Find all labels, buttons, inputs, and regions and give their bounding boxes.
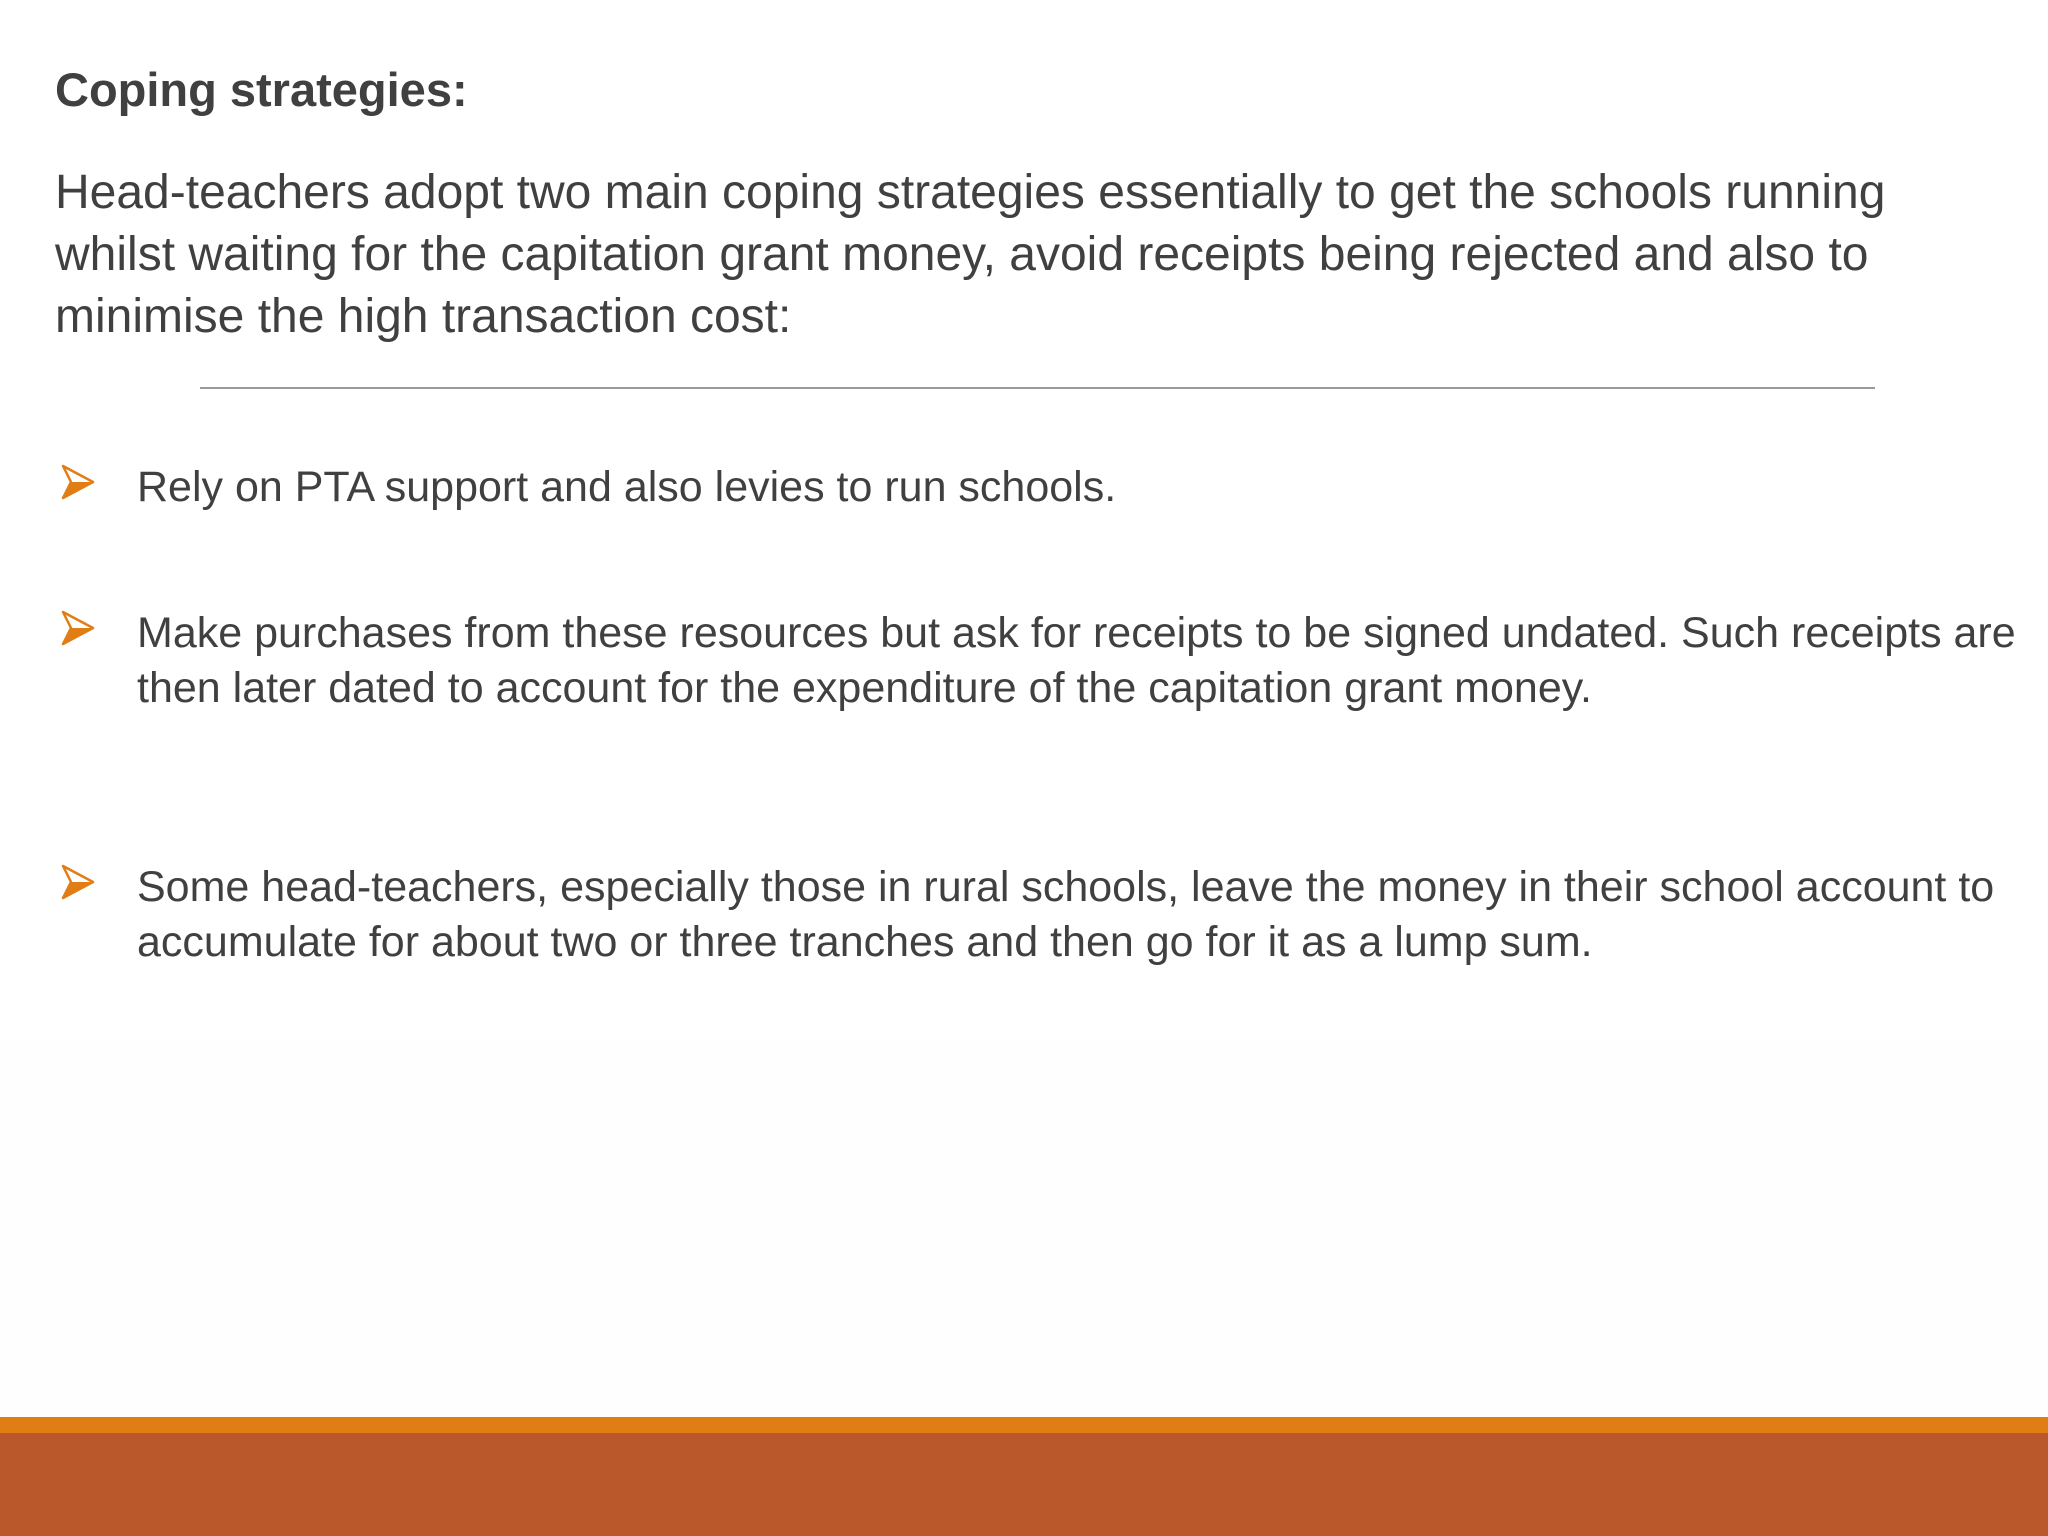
arrow-bullet-icon xyxy=(61,864,95,900)
divider-line xyxy=(200,387,1875,389)
arrow-bullet-icon xyxy=(61,610,95,646)
bullet-text: Rely on PTA support and also levies to run schools. xyxy=(137,463,1117,511)
footer-accent-stripe xyxy=(0,1417,2048,1433)
bullet-text: Make purchases from these resources but ask for receipts to be signed undated. Such receipts are then later dated to account for the expenditure of the capitation grant money. xyxy=(137,609,2016,712)
arrow-bullet-icon xyxy=(61,464,95,500)
bullet-text: Some head-teachers, especially those in rural schools, leave the money in their school account to accumulate for about two or three tranches and then go for it as a lump sum. xyxy=(137,863,1995,966)
intro-paragraph: Head-teachers adopt two main coping strategies essentially to get the schools running whilst waiting for the capitation grant money, avoid receipts being rejected and also to minimise the high transaction cost: xyxy=(55,166,1886,343)
footer-bar xyxy=(0,1433,2048,1536)
slide-heading: Coping strategies: xyxy=(55,63,468,116)
